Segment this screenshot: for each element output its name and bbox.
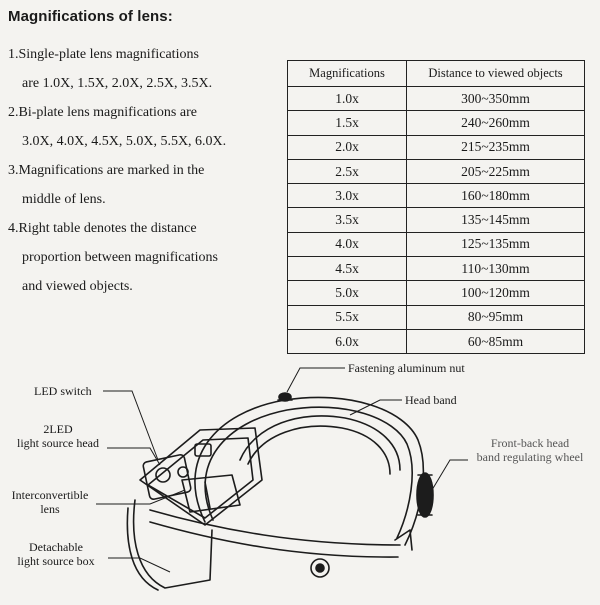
cell-distance: 135~145mm	[407, 208, 585, 232]
table-row	[288, 135, 585, 159]
label-fastening-nut: Fastening aluminum nut	[348, 361, 465, 375]
note-1-line-1: 1.Single-plate lens magnifications	[8, 47, 199, 62]
cell-magnification: 4.0x	[288, 232, 407, 256]
label-led-switch: LED switch	[34, 384, 92, 398]
table-row	[288, 87, 585, 111]
note-3	[8, 156, 263, 214]
label-regulating-wheel-line-1: Front-back head	[490, 436, 570, 450]
table-row	[288, 232, 585, 256]
cell-distance: 240~260mm	[407, 111, 585, 135]
label-light-box-line-2: light source box	[17, 554, 95, 568]
cell-distance: 300~350mm	[407, 87, 585, 111]
note-1	[8, 40, 263, 98]
table-row	[288, 257, 585, 281]
label-head-band: Head band	[405, 393, 457, 407]
head-magnifier-diagram	[0, 340, 600, 600]
cell-distance: 100~120mm	[407, 281, 585, 305]
notes-list	[8, 40, 263, 301]
cell-magnification: 2.5x	[288, 159, 407, 183]
table-row	[288, 208, 585, 232]
note-3-line-2: middle of lens.	[22, 192, 106, 207]
table-row	[288, 184, 585, 208]
page-title: Magnifications of lens:	[8, 8, 173, 25]
cell-distance: 205~225mm	[407, 159, 585, 183]
magnification-table	[287, 60, 585, 354]
note-4-line-3: and viewed objects.	[22, 279, 133, 294]
label-led-head-line-1: 2LED	[43, 422, 73, 436]
label-light-box-line-1: Detachable	[29, 540, 83, 554]
table-row	[288, 159, 585, 183]
table-header-row	[288, 61, 585, 87]
cell-distance: 110~130mm	[407, 257, 585, 281]
note-2-line-2: 3.0X, 4.0X, 4.5X, 5.0X, 5.5X, 6.0X.	[22, 134, 227, 149]
cell-magnification: 1.5x	[288, 111, 407, 135]
cell-distance: 160~180mm	[407, 184, 585, 208]
label-lens-line-1: Interconvertible	[11, 488, 89, 502]
label-lens	[4, 488, 96, 516]
label-regulating-wheel-line-2: band regulating wheel	[476, 450, 584, 464]
note-3-line-1: 3.Magnifications are marked in the	[8, 163, 205, 178]
cell-magnification: 3.5x	[288, 208, 407, 232]
note-2	[8, 98, 263, 156]
cell-magnification: 4.5x	[288, 257, 407, 281]
label-light-box	[4, 540, 108, 568]
cell-distance: 215~235mm	[407, 135, 585, 159]
label-led-head	[8, 422, 108, 450]
table-row	[288, 111, 585, 135]
label-lens-line-2: lens	[40, 502, 60, 516]
cell-distance: 80~95mm	[407, 305, 585, 329]
note-2-line-1: 2.Bi-plate lens magnifications are	[8, 105, 197, 120]
table-row	[288, 281, 585, 305]
note-1-line-2: are 1.0X, 1.5X, 2.0X, 2.5X, 3.5X.	[22, 76, 213, 91]
cell-magnification: 3.0x	[288, 184, 407, 208]
note-4	[8, 214, 263, 301]
header-distance: Distance to viewed objects	[407, 61, 585, 87]
cell-magnification: 1.0x	[288, 87, 407, 111]
table-row	[288, 305, 585, 329]
header-magnifications: Magnifications	[288, 61, 407, 87]
cell-distance: 125~135mm	[407, 232, 585, 256]
cell-magnification: 5.5x	[288, 305, 407, 329]
label-led-head-line-2: light source head	[17, 436, 99, 450]
label-regulating-wheel	[466, 436, 594, 464]
note-4-line-1: 4.Right table denotes the distance	[8, 221, 197, 236]
note-4-line-2: proportion between magnifications	[22, 250, 218, 265]
cell-distance: 60~85mm	[407, 329, 585, 353]
cell-magnification: 6.0x	[288, 329, 407, 353]
cell-magnification: 5.0x	[288, 281, 407, 305]
cell-magnification: 2.0x	[288, 135, 407, 159]
